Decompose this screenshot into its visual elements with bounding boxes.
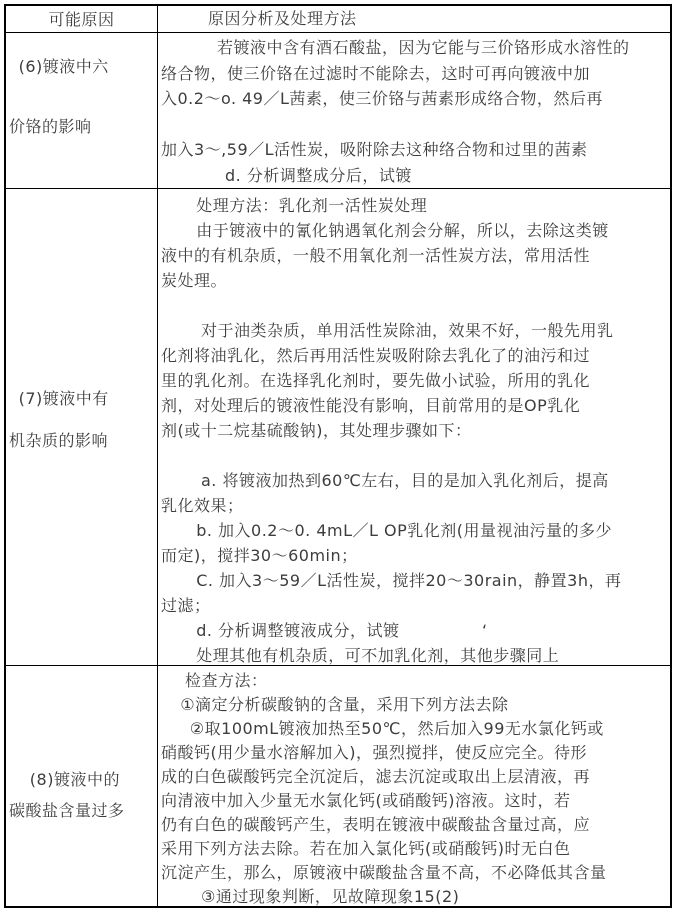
text-line: C. 加入3～59／L活性炭，搅拌20～30rain，静置3h，再 [196, 571, 622, 590]
text-line: 碳酸盐含量过多 [9, 801, 125, 820]
text-line: 化剂将油乳化，然后再用活性炭吸附除去乳化了的油污和过 [161, 346, 591, 365]
text-line: 加入3～,59／L活性炭，吸附除去这种络合物和过里的茜素 [161, 140, 588, 159]
text-line: 炭处理。 [161, 271, 228, 290]
text-line: 乳化效果； [161, 496, 244, 515]
text-line: a. 将镀液加热到60℃左右，目的是加入乳化剂后，提高 [201, 471, 609, 490]
text-line: 机杂质的影响 [9, 431, 109, 450]
text-line [161, 293, 668, 318]
text-line: 成的白色碳酸钙完全沉淀后，滤去沉淀或取出上层清液，再 [161, 767, 591, 786]
table-row-cause-6 [6, 33, 670, 189]
table-row-cause-8 [6, 666, 670, 906]
text-line: 对于油类杂质，单用活性炭除油，效果不好，一般先用乳 [201, 321, 614, 340]
text-line: ③通过现象判断，见故障现象15(2) [201, 887, 460, 906]
analysis-cell-7 [158, 189, 670, 665]
text-line: 而定)，搅拌30～60min； [161, 546, 358, 565]
text-line: 硝酸钙(用少量水溶解加入)，强烈搅拌，使反应完全。待形 [161, 743, 587, 762]
text-line: 检查方法： [185, 671, 268, 690]
analysis-cell-6 [158, 33, 670, 188]
text-line: 向清液中加入少量无水氯化钙(或硝酸钙)溶液。这时，若 [161, 791, 571, 810]
cause-analysis-table [4, 4, 672, 908]
cause-cell-6 [6, 33, 158, 188]
text-line: d. 分析调整成分后，试镀 [225, 165, 412, 185]
table-row-cause-7 [6, 189, 670, 666]
text-line: ①滴定分析碳酸钠的含量，采用下列方法去除 [180, 695, 509, 714]
header-analysis-column: 原因分析及处理方法 [208, 9, 357, 28]
text-line: 液中的有机杂质，一般不用氧化剂一活性炭方法，常用活性 [161, 246, 591, 265]
text-line: 剂，对处理后的镀液性能没有影响，目前常用的是OP乳化 [161, 396, 581, 415]
text-line: 由于镀液中的氰化钠遇氧化剂会分解，所以，去除这类镀 [196, 221, 609, 240]
text-line: 处理方法：乳化剂一活性炭处理 [196, 196, 428, 215]
text-line: 过滤； [161, 596, 211, 615]
text-line: 剂(或十二烷基硫酸钠)，其处理步骤如下： [161, 421, 472, 440]
text-line: (6)镀液中六 [18, 56, 109, 76]
header-cause-column: 可能原因 [6, 6, 158, 32]
text-line: (7)镀液中有 [18, 389, 109, 408]
cause-cell-8 [6, 666, 158, 906]
table-header-row [6, 6, 670, 33]
text-line: 价铬的影响 [9, 116, 92, 136]
text-line: 采用下列方法去除。若在加入氯化钙(或硝酸钙)时无白色 [161, 839, 571, 858]
text-line: ②取100mL镀液加热至50℃，然后加入99无水氯化钙或 [189, 719, 604, 738]
text-line: 处理其他有机杂质，可不加乳化剂，其他步骤同上 [196, 646, 560, 665]
text-line [161, 112, 668, 138]
text-line: 仍有白色的碳酸钙产生，表明在镀液中碳酸盐含量过高，应 [161, 815, 591, 834]
text-line: d. 分析调整镀液成分，试镀 ‘ [196, 621, 488, 640]
analysis-cell-8 [158, 666, 670, 906]
text-line: 里的乳化剂。在选择乳化剂时，要先做小试验，所用的乳化 [161, 371, 591, 390]
text-line: b. 加入0.2～0. 4mL／L OP乳化剂(用量视油污量的多少 [196, 521, 612, 540]
cause-cell-7 [6, 189, 158, 665]
text-line: 若镀液中含有酒石酸盐，因为它能与三价铬形成水溶性的 [217, 38, 630, 57]
text-line: (8)镀液中的 [29, 770, 120, 789]
text-line [161, 443, 668, 468]
text-line: 络合物，使三价铬在过滤时不能除去，这时可再向镀液中加 [161, 63, 591, 83]
text-line: 沉淀产生，那么，原镀液中碳酸盐含量不高，不必降低其含量 [161, 863, 607, 882]
text-line: 入0.2～o. 49／L茜素，使三价铬与茜素形成络合物，然后再 [161, 89, 603, 108]
